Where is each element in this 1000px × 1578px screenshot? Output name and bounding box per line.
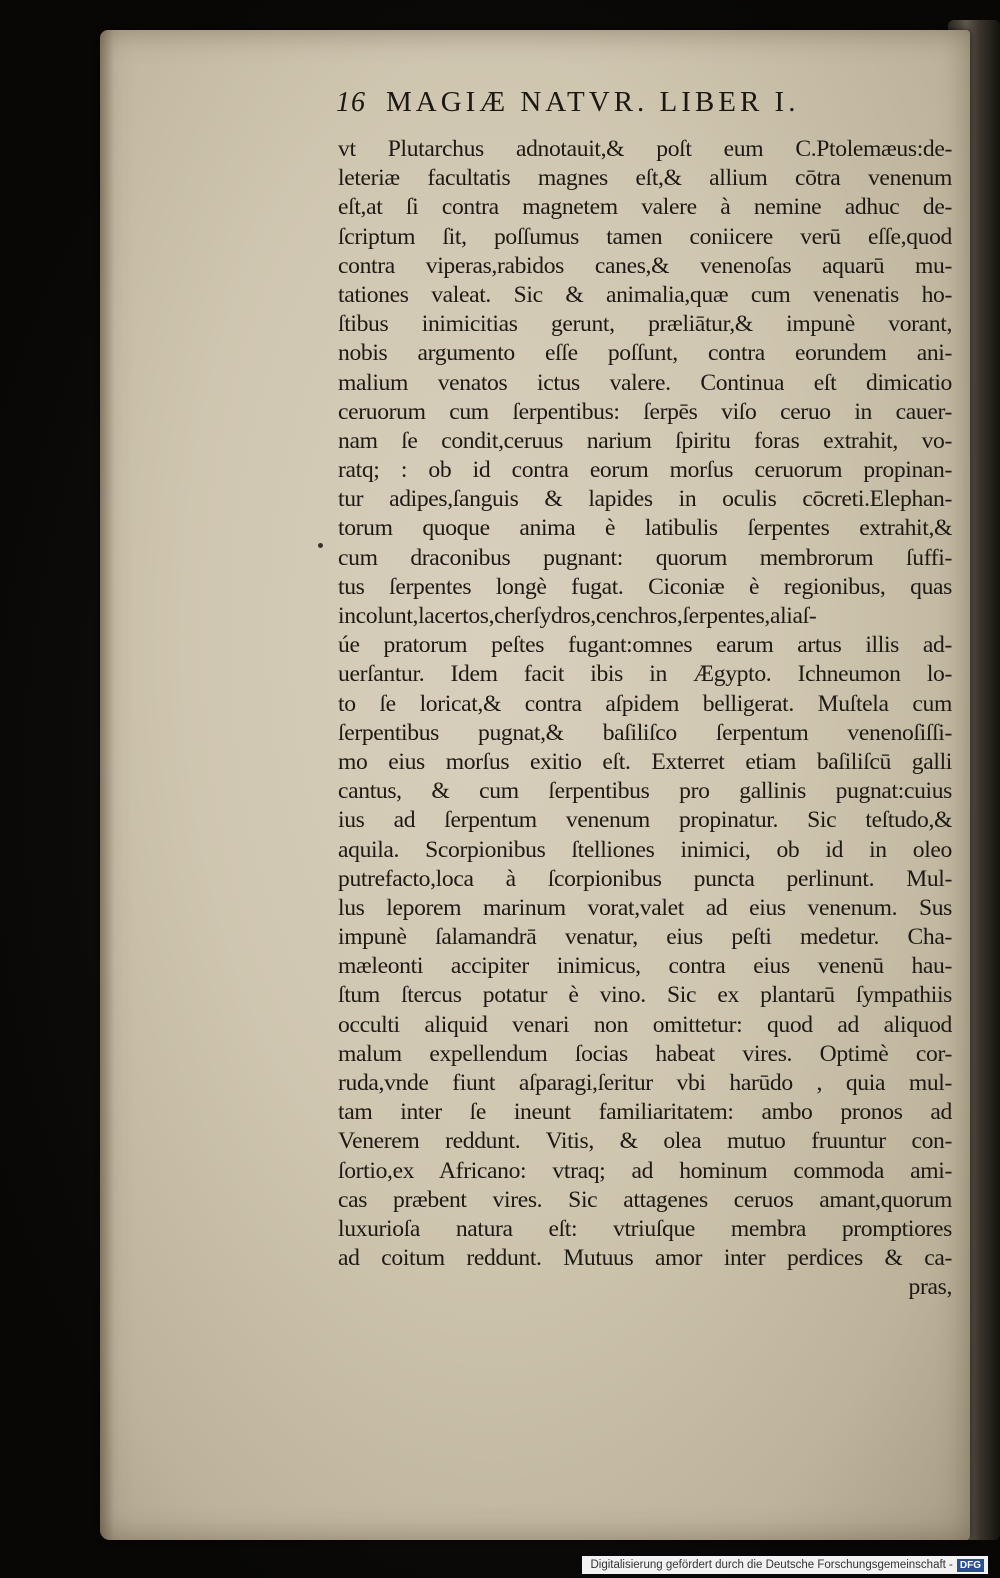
text-line: eſt,at ſi contra magnetem valere à nemine adhuc de- [338,194,952,221]
running-title: MAGIÆ NATVR. LIBER I. [386,86,800,118]
running-header [336,86,896,132]
digitization-credit [582,1556,988,1574]
text-line: to ſe loricat,& contra aſpidem belligerat. Muſtela cum [338,690,952,717]
text-line: mo eius morſus exitio eſt. Exterret etiam baſiliſcū galli [338,748,952,775]
margin-mark [318,543,323,548]
text-line: ad coitum reddunt. Mutuus amor inter perdices & ca- [338,1245,952,1272]
text-line: ratq; : ob id contra eorum morſus ceruorum propinan- [338,457,952,484]
text-line: ſortio,ex Africano: vtraq; ad hominum commoda ami- [338,1157,952,1184]
page-number: 16 [336,87,366,118]
text-line: úe pratorum peſtes fugant:omnes earum artus illis ad- [338,632,952,659]
text-line: malum expellendum ſocias habeat vires. Optimè cor- [338,1040,952,1067]
text-line: impunè ſalamandrā venatur, eius peſti medetur. Cha- [338,924,952,951]
text-line: ſtum ſtercus potatur è vino. Sic ex plantarū ſympathiis [338,982,952,1009]
page-gutter-shadow [100,30,114,1540]
catchword: pras, [908,1274,952,1301]
text-line: tam inter ſe ineunt familiaritatem: ambo pronos ad [338,1099,952,1126]
text-line: tus ſerpentes longè fugat. Ciconiæ è regionibus, quas [338,573,952,600]
text-line: vt Plutarchus adnotauit,& poſt eum C.Ptolemæus:de- [338,136,952,162]
text-line: incolunt,lacertos,cherſydros,cenchros,ſerpentes,aliaſ- [338,603,817,629]
dfg-logo-icon: DFG [957,1559,984,1572]
text-line: ſerpentibus pugnat,& baſiliſco ſerpentum venenoſiſſi- [338,719,952,746]
text-line: leteriæ facultatis magnes eſt,& allium cōtra venenum [338,165,952,192]
text-line: luxurioſa natura eſt: vtriuſque membra promptiores [338,1215,952,1242]
text-line: cum draconibus pugnant: quorum membrorum ſuffi- [338,544,952,571]
text-line: uerſantur. Idem facit ibis in Ægypto. Ichneumon lo- [338,661,952,688]
text-line: Venerem reddunt. Vitis, & olea mutuo fruuntur con- [338,1128,952,1155]
text-line: nobis argumento eſſe poſſunt, contra eorundem ani- [338,340,952,367]
text-line: malium venatos ictus valere. Continua eſt dimicatio [338,369,952,396]
text-line: cas præbent vires. Sic attagenes ceruos amant,quorum [338,1186,952,1213]
text-line: tur adipes,ſanguis & lapides in oculis cōcreti.Elephan- [338,486,952,513]
text-line: ſcriptum ſit, poſſumus tamen coniicere verū eſſe,quod [338,223,952,250]
text-line: lus leporem marinum vorat,valet ad eius venenum. Sus [338,894,952,921]
body-text [338,135,952,1303]
credit-text: Digitalisierung gefördert durch die Deutsche Forschungsgemeinschaft - [590,1559,953,1571]
text-line: mæleonti accipiter inimicus, contra eius venenū hau- [338,953,952,980]
text-line: ruda,vnde fiunt aſparagi,ſeritur vbi harūdo , quia mul- [338,1070,952,1096]
text-line: ceruorum cum ſerpentibus: ſerpēs viſo ceruo in cauer- [338,398,952,425]
text-line: nam ſe condit,ceruus narium ſpiritu foras extrahit, vo- [338,427,952,454]
text-line: ius ad ſerpentum venenum propinatur. Sic teſtudo,& [338,807,952,834]
text-line: tationes valeat. Sic & animalia,quæ cum venenatis ho- [338,281,952,308]
text-line: cantus, & cum ſerpentibus pro gallinis pugnat:cuius [338,778,952,805]
text-line: aquila. Scorpionibus ſtelliones inimici, ob id in oleo [338,836,952,863]
text-line: putrefacto,loca à ſcorpionibus puncta perlinunt. Mul- [338,865,952,892]
text-line: torum quoque anima è latibulis ſerpentes extrahit,& [338,515,952,542]
text-line: ſtibus inimicitias gerunt, præliātur,& impunè vorant, [338,311,952,338]
text-line: occulti aliquid venari non omittetur: quod ad aliquod [338,1011,952,1038]
text-line: contra viperas,rabidos canes,& venenoſas aquarū mu- [338,252,952,279]
